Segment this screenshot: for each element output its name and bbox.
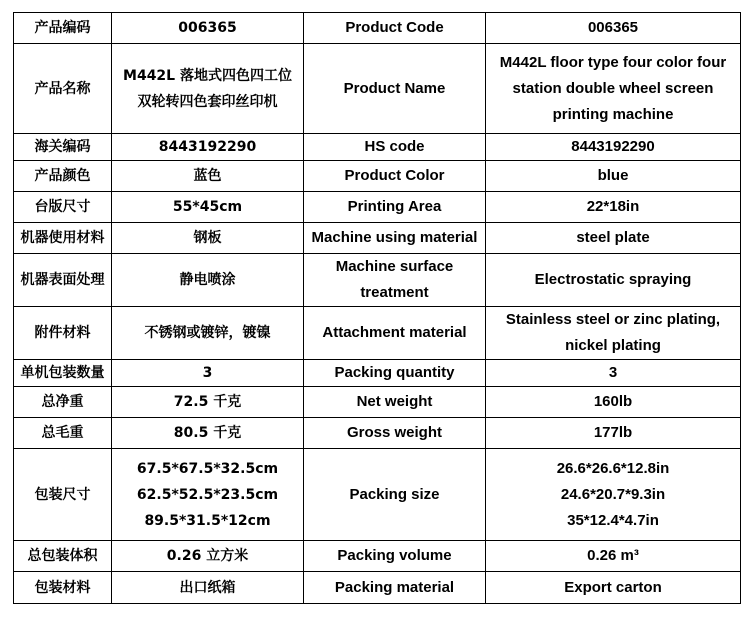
attachment-material-zh-label: 附件材料 [14, 307, 112, 360]
packing-quantity-zh-value [112, 360, 304, 387]
packing-volume-en-value [486, 541, 741, 572]
packing-material-zh-value [112, 572, 304, 604]
spec-row-attachment-material [14, 307, 741, 360]
packing-volume-zh-value [112, 541, 304, 572]
attachment-material-en-value-line: Stainless steel or zinc plating, [505, 311, 721, 328]
packing-size-zh-value [112, 449, 304, 541]
spec-row-printing-area [14, 192, 741, 223]
printing-area-en-value [486, 192, 741, 223]
product-name-zh-value [112, 44, 304, 134]
packing-size-en-label-line: Packing size [349, 485, 440, 503]
product-spec-table [13, 12, 741, 604]
product-name-zh-value-line: 双轮转四色套印丝印机 [137, 93, 278, 110]
machine-material-en-value [486, 223, 741, 254]
packing-material-en-value [486, 572, 741, 604]
printing-area-zh-label: 台版尺寸 [14, 192, 112, 223]
net-weight-zh-value-line: 72.5 千克 [173, 394, 242, 410]
surface-treatment-zh-label: 机器表面处理 [14, 254, 112, 307]
packing-quantity-zh-label: 单机包装数量 [14, 360, 112, 387]
hs-code-zh-value [112, 134, 304, 161]
net-weight-zh-label: 总净重 [14, 387, 112, 418]
machine-material-zh-value-line: 钢板 [193, 230, 222, 246]
product-name-en-value-line: station double wheel screen [512, 79, 714, 97]
product-code-zh-label: 产品编码 [14, 13, 112, 44]
product-code-en-label-line: Product Code [345, 19, 444, 36]
printing-area-en-label-line: Printing Area [347, 198, 442, 215]
spec-row-hs-code [14, 134, 741, 161]
product-name-en-label [304, 44, 486, 134]
gross-weight-zh-label: 总毛重 [14, 418, 112, 449]
spec-row-net-weight [14, 387, 741, 418]
product-color-en-label-line: Product Color [344, 167, 445, 184]
attachment-material-zh-value-line: 不锈钢或镀锌，镀镍 [144, 325, 271, 341]
net-weight-en-value-line: 160lb [593, 393, 633, 410]
gross-weight-zh-value-line: 80.5 千克 [173, 425, 242, 441]
packing-size-en-label [304, 449, 486, 541]
packing-quantity-en-label [304, 360, 486, 387]
spec-row-packing-quantity [14, 360, 741, 387]
packing-volume-en-label-line: Packing volume [337, 547, 452, 564]
spec-row-packing-material [14, 572, 741, 604]
packing-size-zh-value-line: 62.5*52.5*23.5cm [136, 486, 279, 503]
packing-volume-en-value-line: 0.26 m³ [587, 547, 639, 564]
net-weight-zh-value [112, 387, 304, 418]
printing-area-en-label [304, 192, 486, 223]
gross-weight-en-label-line: Gross weight [346, 424, 443, 441]
product-name-zh-label: 产品名称 [14, 44, 112, 134]
product-code-zh-value-line: 006365 [178, 20, 237, 36]
machine-material-zh-label: 机器使用材料 [14, 223, 112, 254]
packing-material-en-value-line: Export carton [564, 578, 662, 596]
hs-code-en-value-line: 8443192290 [571, 138, 655, 155]
packing-size-en-value [486, 449, 741, 541]
attachment-material-en-value [486, 307, 741, 360]
machine-material-en-label-line: Machine using material [311, 229, 478, 246]
attachment-material-en-value-line: nickel plating [565, 337, 661, 354]
product-name-zh-value-line: M442L 落地式四色四工位 [123, 67, 292, 84]
product-name-en-value [486, 44, 741, 134]
product-code-en-value-line: 006365 [587, 19, 639, 36]
packing-size-zh-label: 包装尺寸 [14, 449, 112, 541]
machine-material-en-label [304, 223, 486, 254]
packing-quantity-en-value-line: 3 [608, 364, 618, 381]
spec-row-product-code [14, 13, 741, 44]
product-color-en-label [304, 161, 486, 192]
gross-weight-zh-value [112, 418, 304, 449]
attachment-material-en-label-line: Attachment material [322, 324, 467, 341]
gross-weight-en-label [304, 418, 486, 449]
packing-material-zh-label: 包装材料 [14, 572, 112, 604]
gross-weight-en-value [486, 418, 741, 449]
packing-volume-zh-value-line: 0.26 立方米 [166, 548, 249, 564]
printing-area-zh-value [112, 192, 304, 223]
product-color-en-value-line: blue [597, 167, 629, 184]
net-weight-en-label-line: Net weight [356, 393, 433, 410]
machine-material-en-value-line: steel plate [576, 229, 650, 246]
spec-row-packing-volume [14, 541, 741, 572]
product-name-en-label-line: Product Name [343, 79, 446, 97]
spec-row-packing-size [14, 449, 741, 541]
hs-code-zh-value-line: 8443192290 [158, 139, 257, 155]
product-color-en-value [486, 161, 741, 192]
attachment-material-zh-value [112, 307, 304, 360]
packing-size-en-value-line: 26.6*26.6*12.8in [556, 459, 670, 477]
surface-treatment-en-label-line: treatment [360, 284, 429, 301]
gross-weight-en-value-line: 177lb [593, 424, 633, 441]
product-code-en-value [486, 13, 741, 44]
product-code-zh-value [112, 13, 304, 44]
hs-code-en-label [304, 134, 486, 161]
packing-material-en-label [304, 572, 486, 604]
product-color-zh-label: 产品颜色 [14, 161, 112, 192]
surface-treatment-zh-value-line: 静电喷涂 [179, 272, 236, 288]
packing-quantity-zh-value-line: 3 [202, 365, 213, 381]
product-color-zh-value-line: 蓝色 [193, 168, 222, 184]
net-weight-en-value [486, 387, 741, 418]
surface-treatment-en-value-line: Electrostatic spraying [534, 271, 692, 288]
product-name-en-value-line: printing machine [552, 105, 674, 123]
surface-treatment-en-label-line: Machine surface [335, 258, 454, 275]
spec-row-machine-material [14, 223, 741, 254]
spec-row-surface-treatment [14, 254, 741, 307]
packing-volume-zh-label: 总包装体积 [14, 541, 112, 572]
machine-material-zh-value [112, 223, 304, 254]
product-code-en-label [304, 13, 486, 44]
packing-size-en-value-line: 35*12.4*4.7in [567, 511, 659, 529]
surface-treatment-zh-value [112, 254, 304, 307]
hs-code-en-value [486, 134, 741, 161]
printing-area-en-value-line: 22*18in [586, 198, 640, 215]
packing-size-zh-value-line: 89.5*31.5*12cm [144, 512, 271, 529]
product-name-en-value-line: M442L floor type four color four [499, 53, 727, 71]
printing-area-zh-value-line: 55*45cm [172, 199, 243, 215]
packing-volume-en-label [304, 541, 486, 572]
spec-row-product-color [14, 161, 741, 192]
spec-row-gross-weight [14, 418, 741, 449]
surface-treatment-en-value [486, 254, 741, 307]
spec-row-product-name [14, 44, 741, 134]
packing-size-en-value-line: 24.6*20.7*9.3in [560, 485, 666, 503]
packing-material-en-label-line: Packing material [334, 578, 455, 596]
packing-quantity-en-value [486, 360, 741, 387]
packing-material-zh-value-line: 出口纸箱 [179, 579, 236, 596]
hs-code-zh-label: 海关编码 [14, 134, 112, 161]
net-weight-en-label [304, 387, 486, 418]
packing-quantity-en-label-line: Packing quantity [334, 364, 455, 381]
attachment-material-en-label [304, 307, 486, 360]
packing-size-zh-value-line: 67.5*67.5*32.5cm [136, 460, 279, 477]
surface-treatment-en-label [304, 254, 486, 307]
spec-table-body [14, 13, 741, 604]
hs-code-en-label-line: HS code [364, 138, 425, 155]
product-color-zh-value [112, 161, 304, 192]
